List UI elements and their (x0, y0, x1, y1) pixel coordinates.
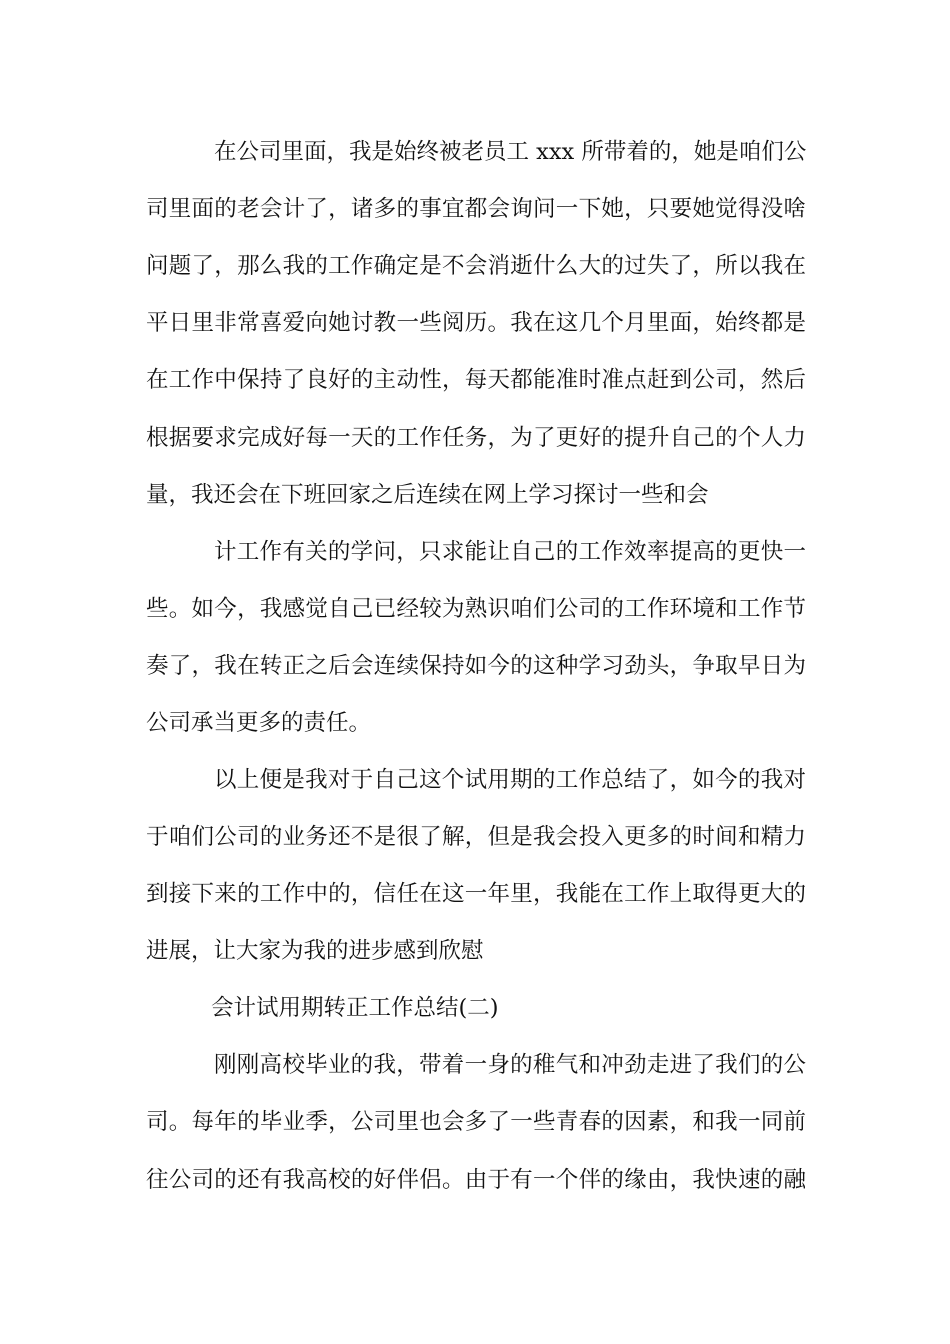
paragraph-2-line-1: 计工作有关的学问，只求能让自己的工作效率提高的更快一 (214, 539, 806, 565)
paragraph-2-line-3: 奏了，我在转正之后会连续保持如今的这种学习劲头，争取早日为 (146, 653, 806, 679)
section-heading: 会计试用期转正工作总结(二) (211, 995, 499, 1021)
paragraph-1-line-3: 问题了，那么我的工作确定是不会消逝什么大的过失了，所以我在 (146, 253, 806, 279)
paragraph-3-line-3: 到接下来的工作中的，信任在这一年里，我能在工作上取得更大的 (146, 881, 806, 907)
paragraph-3-line-2: 于咱们公司的业务还不是很了解，但是我会投入更多的时间和精力 (146, 824, 806, 850)
paragraph-1-line-1: 在公司里面，我是始终被老员工 xxx 所带着的，她是咱们公 (214, 139, 807, 165)
paragraph-3-line-1: 以上便是我对于自己这个试用期的工作总结了，如今的我对 (214, 767, 806, 793)
paragraph-4-line-2: 司。每年的毕业季，公司里也会多了一些青春的因素，和我一同前 (146, 1109, 806, 1135)
paragraph-3-line-4: 进展，让大家为我的进步感到欣慰 (146, 938, 484, 964)
paragraph-1-line-5: 在工作中保持了良好的主动性，每天都能准时准点赶到公司，然后 (146, 367, 806, 393)
paragraph-2-line-2: 些。如今，我感觉自己已经较为熟识咱们公司的工作环境和工作节 (146, 596, 806, 622)
paragraph-4-line-3: 往公司的还有我高校的好伴侣。由于有一个伴的缘由，我快速的融 (146, 1167, 806, 1193)
paragraph-1-line-4: 平日里非常喜爱向她讨教一些阅历。我在这几个月里面，始终都是 (146, 310, 806, 336)
paragraph-1-line-7: 量，我还会在下班回家之后连续在网上学习探讨一些和会 (146, 482, 709, 508)
paragraph-1-line-2: 司里面的老会计了，诸多的事宜都会询问一下她，只要她觉得没啥 (146, 196, 806, 222)
paragraph-4-line-1: 刚刚高校毕业的我，带着一身的稚气和冲劲走进了我们的公 (214, 1052, 806, 1078)
paragraph-2-line-4: 公司承当更多的责任。 (146, 710, 372, 736)
paragraph-1-line-6: 根据要求完成好每一天的工作任务，为了更好的提升自己的个人力 (146, 425, 806, 451)
